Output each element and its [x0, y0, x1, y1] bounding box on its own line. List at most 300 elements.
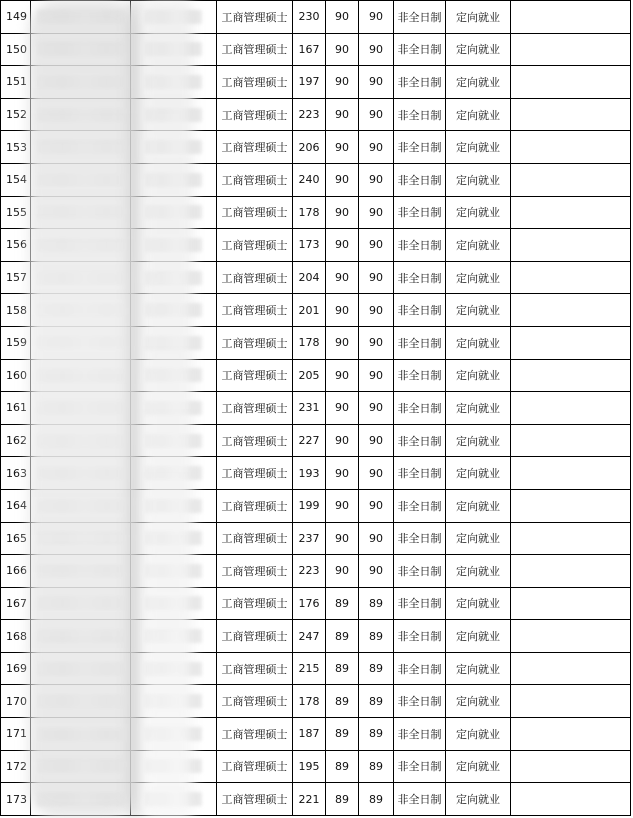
row-number-cell: 162 [1, 424, 31, 457]
score-cell: 89 [359, 587, 394, 620]
score-cell: 90 [359, 392, 394, 425]
degree-cell: 工商管理硕士 [217, 163, 293, 196]
redacted-text [37, 75, 124, 89]
study-mode-cell: 非全日制 [394, 33, 446, 66]
employment-type-cell: 定向就业 [446, 359, 511, 392]
employment-type-cell: 定向就业 [446, 522, 511, 555]
study-mode-cell: 非全日制 [394, 620, 446, 653]
redacted-text [37, 401, 124, 415]
degree-cell: 工商管理硕士 [217, 392, 293, 425]
study-mode-cell: 非全日制 [394, 66, 446, 99]
note-cell [511, 33, 631, 66]
redacted-name-cell [31, 66, 131, 99]
degree-cell: 工商管理硕士 [217, 489, 293, 522]
table-row [1, 326, 631, 359]
score-cell: 90 [326, 1, 359, 34]
redacted-id-cell [131, 196, 217, 229]
note-cell [511, 587, 631, 620]
redacted-name-cell [31, 326, 131, 359]
score-cell: 90 [326, 457, 359, 490]
row-number-cell: 154 [1, 163, 31, 196]
row-number-cell: 157 [1, 261, 31, 294]
score-cell: 90 [326, 555, 359, 588]
redacted-text [145, 596, 202, 610]
redacted-name-cell [31, 163, 131, 196]
note-cell [511, 489, 631, 522]
redacted-id-cell [131, 652, 217, 685]
total-score-cell: 167 [293, 33, 326, 66]
note-cell [511, 98, 631, 131]
row-number-cell: 150 [1, 33, 31, 66]
table-row [1, 685, 631, 718]
redacted-name-cell [31, 98, 131, 131]
employment-type-cell: 定向就业 [446, 33, 511, 66]
redacted-text [37, 173, 124, 187]
redacted-name-cell [31, 131, 131, 164]
score-cell: 90 [326, 294, 359, 327]
note-cell [511, 359, 631, 392]
redacted-text [37, 238, 124, 252]
table-row [1, 457, 631, 490]
total-score-cell: 201 [293, 294, 326, 327]
study-mode-cell: 非全日制 [394, 522, 446, 555]
table-row [1, 359, 631, 392]
redacted-text [145, 759, 202, 773]
degree-cell: 工商管理硕士 [217, 66, 293, 99]
total-score-cell: 178 [293, 196, 326, 229]
redacted-id-cell [131, 457, 217, 490]
employment-type-cell: 定向就业 [446, 326, 511, 359]
degree-cell: 工商管理硕士 [217, 261, 293, 294]
note-cell [511, 783, 631, 816]
total-score-cell: 178 [293, 685, 326, 718]
note-cell [511, 131, 631, 164]
degree-cell: 工商管理硕士 [217, 424, 293, 457]
degree-cell: 工商管理硕士 [217, 326, 293, 359]
row-number-cell: 152 [1, 98, 31, 131]
score-cell: 90 [326, 163, 359, 196]
table-row [1, 196, 631, 229]
note-cell [511, 392, 631, 425]
row-number-cell: 164 [1, 489, 31, 522]
redacted-id-cell [131, 685, 217, 718]
degree-cell: 工商管理硕士 [217, 1, 293, 34]
note-cell [511, 1, 631, 34]
employment-type-cell: 定向就业 [446, 783, 511, 816]
redacted-id-cell [131, 294, 217, 327]
study-mode-cell: 非全日制 [394, 587, 446, 620]
score-cell: 90 [326, 131, 359, 164]
employment-type-cell: 定向就业 [446, 718, 511, 751]
employment-type-cell: 定向就业 [446, 652, 511, 685]
total-score-cell: 173 [293, 229, 326, 262]
row-number-cell: 167 [1, 587, 31, 620]
total-score-cell: 206 [293, 131, 326, 164]
degree-cell: 工商管理硕士 [217, 131, 293, 164]
employment-type-cell: 定向就业 [446, 131, 511, 164]
row-number-cell: 166 [1, 555, 31, 588]
redacted-id-cell [131, 392, 217, 425]
table-row [1, 587, 631, 620]
redacted-text [145, 10, 202, 24]
redacted-text [145, 466, 202, 480]
employment-type-cell: 定向就业 [446, 163, 511, 196]
study-mode-cell: 非全日制 [394, 196, 446, 229]
redacted-text [145, 336, 202, 350]
row-number-cell: 156 [1, 229, 31, 262]
note-cell [511, 620, 631, 653]
redacted-id-cell [131, 261, 217, 294]
employment-type-cell: 定向就业 [446, 1, 511, 34]
degree-cell: 工商管理硕士 [217, 33, 293, 66]
redacted-name-cell [31, 620, 131, 653]
redacted-text [37, 140, 124, 154]
score-cell: 89 [359, 652, 394, 685]
redacted-id-cell [131, 783, 217, 816]
row-number-cell: 158 [1, 294, 31, 327]
total-score-cell: 223 [293, 555, 326, 588]
study-mode-cell: 非全日制 [394, 718, 446, 751]
redacted-text [37, 759, 124, 773]
redacted-id-cell [131, 229, 217, 262]
redacted-name-cell [31, 489, 131, 522]
score-cell: 89 [359, 685, 394, 718]
degree-cell: 工商管理硕士 [217, 457, 293, 490]
row-number-cell: 151 [1, 66, 31, 99]
table-row [1, 522, 631, 555]
score-cell: 90 [326, 196, 359, 229]
redacted-name-cell [31, 196, 131, 229]
score-cell: 90 [359, 424, 394, 457]
score-cell: 89 [359, 718, 394, 751]
row-number-cell: 155 [1, 196, 31, 229]
redacted-id-cell [131, 620, 217, 653]
employment-type-cell: 定向就业 [446, 620, 511, 653]
score-cell: 90 [326, 33, 359, 66]
table-body [1, 1, 631, 816]
note-cell [511, 652, 631, 685]
redacted-text [37, 42, 124, 56]
row-number-cell: 173 [1, 783, 31, 816]
redacted-text [145, 564, 202, 578]
redacted-id-cell [131, 587, 217, 620]
degree-cell: 工商管理硕士 [217, 718, 293, 751]
redacted-name-cell [31, 294, 131, 327]
score-cell: 89 [359, 750, 394, 783]
score-cell: 89 [326, 587, 359, 620]
study-mode-cell: 非全日制 [394, 457, 446, 490]
table-row [1, 33, 631, 66]
study-mode-cell: 非全日制 [394, 359, 446, 392]
employment-type-cell: 定向就业 [446, 685, 511, 718]
study-mode-cell: 非全日制 [394, 652, 446, 685]
note-cell [511, 326, 631, 359]
employment-type-cell: 定向就业 [446, 457, 511, 490]
redacted-text [145, 531, 202, 545]
redacted-id-cell [131, 424, 217, 457]
redacted-text [37, 531, 124, 545]
row-number-cell: 161 [1, 392, 31, 425]
table-row [1, 489, 631, 522]
redacted-text [145, 238, 202, 252]
redacted-text [145, 727, 202, 741]
redacted-name-cell [31, 33, 131, 66]
redacted-name-cell [31, 718, 131, 751]
redacted-text [37, 596, 124, 610]
redacted-text [37, 694, 124, 708]
score-cell: 90 [326, 359, 359, 392]
note-cell [511, 163, 631, 196]
score-cell: 90 [359, 489, 394, 522]
note-cell [511, 229, 631, 262]
redacted-id-cell [131, 718, 217, 751]
score-cell: 89 [326, 620, 359, 653]
total-score-cell: 227 [293, 424, 326, 457]
score-cell: 90 [326, 229, 359, 262]
table-row [1, 750, 631, 783]
study-mode-cell: 非全日制 [394, 489, 446, 522]
note-cell [511, 718, 631, 751]
score-cell: 90 [359, 163, 394, 196]
row-number-cell: 169 [1, 652, 31, 685]
employment-type-cell: 定向就业 [446, 229, 511, 262]
redacted-name-cell [31, 652, 131, 685]
redacted-id-cell [131, 326, 217, 359]
row-number-cell: 163 [1, 457, 31, 490]
total-score-cell: 230 [293, 1, 326, 34]
redacted-text [37, 205, 124, 219]
degree-cell: 工商管理硕士 [217, 359, 293, 392]
row-number-cell: 159 [1, 326, 31, 359]
redacted-id-cell [131, 359, 217, 392]
score-cell: 89 [359, 783, 394, 816]
row-number-cell: 165 [1, 522, 31, 555]
redacted-text [145, 694, 202, 708]
score-cell: 89 [326, 685, 359, 718]
total-score-cell: 187 [293, 718, 326, 751]
note-cell [511, 457, 631, 490]
study-mode-cell: 非全日制 [394, 424, 446, 457]
note-cell [511, 555, 631, 588]
redacted-name-cell [31, 587, 131, 620]
redacted-text [37, 108, 124, 122]
study-mode-cell: 非全日制 [394, 229, 446, 262]
total-score-cell: 195 [293, 750, 326, 783]
score-cell: 90 [359, 33, 394, 66]
redacted-text [145, 499, 202, 513]
note-cell [511, 196, 631, 229]
redacted-text [37, 792, 124, 806]
score-cell: 90 [326, 98, 359, 131]
total-score-cell: 247 [293, 620, 326, 653]
redacted-text [145, 401, 202, 415]
redacted-text [37, 368, 124, 382]
redacted-id-cell [131, 163, 217, 196]
total-score-cell: 215 [293, 652, 326, 685]
total-score-cell: 199 [293, 489, 326, 522]
note-cell [511, 424, 631, 457]
note-cell [511, 261, 631, 294]
score-cell: 90 [326, 424, 359, 457]
study-mode-cell: 非全日制 [394, 1, 446, 34]
study-mode-cell: 非全日制 [394, 131, 446, 164]
redacted-id-cell [131, 750, 217, 783]
employment-type-cell: 定向就业 [446, 555, 511, 588]
degree-cell: 工商管理硕士 [217, 587, 293, 620]
employment-type-cell: 定向就业 [446, 587, 511, 620]
table-row [1, 229, 631, 262]
total-score-cell: 204 [293, 261, 326, 294]
total-score-cell: 231 [293, 392, 326, 425]
total-score-cell: 221 [293, 783, 326, 816]
redacted-id-cell [131, 555, 217, 588]
score-cell: 89 [326, 750, 359, 783]
table-row [1, 163, 631, 196]
study-mode-cell: 非全日制 [394, 261, 446, 294]
table-row [1, 652, 631, 685]
redacted-name-cell [31, 359, 131, 392]
score-cell: 90 [359, 261, 394, 294]
redacted-text [37, 10, 124, 24]
redacted-name-cell [31, 392, 131, 425]
score-cell: 90 [359, 229, 394, 262]
redacted-name-cell [31, 1, 131, 34]
redacted-text [145, 42, 202, 56]
degree-cell: 工商管理硕士 [217, 522, 293, 555]
degree-cell: 工商管理硕士 [217, 229, 293, 262]
employment-type-cell: 定向就业 [446, 98, 511, 131]
redacted-id-cell [131, 33, 217, 66]
redacted-text [145, 792, 202, 806]
degree-cell: 工商管理硕士 [217, 555, 293, 588]
table-row [1, 294, 631, 327]
table-row [1, 131, 631, 164]
score-cell: 90 [359, 196, 394, 229]
degree-cell: 工商管理硕士 [217, 294, 293, 327]
score-cell: 90 [359, 522, 394, 555]
employment-type-cell: 定向就业 [446, 392, 511, 425]
redacted-text [37, 336, 124, 350]
table-row [1, 718, 631, 751]
study-mode-cell: 非全日制 [394, 783, 446, 816]
redacted-text [37, 564, 124, 578]
row-number-cell: 153 [1, 131, 31, 164]
redacted-text [145, 271, 202, 285]
employment-type-cell: 定向就业 [446, 489, 511, 522]
score-cell: 90 [326, 261, 359, 294]
redacted-text [37, 271, 124, 285]
note-cell [511, 522, 631, 555]
total-score-cell: 193 [293, 457, 326, 490]
redacted-id-cell [131, 131, 217, 164]
redacted-id-cell [131, 66, 217, 99]
redacted-text [145, 205, 202, 219]
redacted-id-cell [131, 489, 217, 522]
redacted-text [145, 140, 202, 154]
score-cell: 90 [359, 98, 394, 131]
redacted-text [37, 629, 124, 643]
total-score-cell: 205 [293, 359, 326, 392]
row-number-cell: 172 [1, 750, 31, 783]
score-cell: 90 [359, 131, 394, 164]
score-cell: 89 [326, 718, 359, 751]
redacted-text [145, 662, 202, 676]
employment-type-cell: 定向就业 [446, 750, 511, 783]
study-mode-cell: 非全日制 [394, 392, 446, 425]
redacted-id-cell [131, 522, 217, 555]
redacted-text [37, 434, 124, 448]
redacted-name-cell [31, 229, 131, 262]
redacted-id-cell [131, 98, 217, 131]
redacted-text [37, 499, 124, 513]
redacted-text [37, 662, 124, 676]
table-row [1, 620, 631, 653]
employment-type-cell: 定向就业 [446, 424, 511, 457]
table-row [1, 261, 631, 294]
redacted-text [145, 173, 202, 187]
score-cell: 90 [326, 326, 359, 359]
redacted-text [145, 303, 202, 317]
row-number-cell: 170 [1, 685, 31, 718]
row-number-cell: 149 [1, 1, 31, 34]
score-cell: 89 [359, 620, 394, 653]
score-cell: 90 [359, 66, 394, 99]
row-number-cell: 168 [1, 620, 31, 653]
degree-cell: 工商管理硕士 [217, 783, 293, 816]
employment-type-cell: 定向就业 [446, 294, 511, 327]
study-mode-cell: 非全日制 [394, 750, 446, 783]
score-cell: 90 [359, 457, 394, 490]
table-row [1, 66, 631, 99]
total-score-cell: 197 [293, 66, 326, 99]
redacted-text [37, 303, 124, 317]
score-cell: 90 [359, 294, 394, 327]
table-row [1, 98, 631, 131]
redacted-text [145, 108, 202, 122]
study-mode-cell: 非全日制 [394, 294, 446, 327]
table-row [1, 783, 631, 816]
redacted-name-cell [31, 261, 131, 294]
redacted-id-cell [131, 1, 217, 34]
study-mode-cell: 非全日制 [394, 163, 446, 196]
table-row [1, 424, 631, 457]
study-mode-cell: 非全日制 [394, 98, 446, 131]
score-cell: 89 [326, 652, 359, 685]
redacted-name-cell [31, 783, 131, 816]
table-row [1, 555, 631, 588]
note-cell [511, 750, 631, 783]
degree-cell: 工商管理硕士 [217, 620, 293, 653]
note-cell [511, 685, 631, 718]
score-cell: 90 [359, 555, 394, 588]
total-score-cell: 223 [293, 98, 326, 131]
score-cell: 89 [326, 783, 359, 816]
score-cell: 90 [326, 392, 359, 425]
total-score-cell: 176 [293, 587, 326, 620]
degree-cell: 工商管理硕士 [217, 98, 293, 131]
redacted-text [37, 727, 124, 741]
total-score-cell: 240 [293, 163, 326, 196]
employment-type-cell: 定向就业 [446, 66, 511, 99]
redacted-name-cell [31, 750, 131, 783]
redacted-text [37, 466, 124, 480]
redacted-text [145, 434, 202, 448]
redacted-name-cell [31, 424, 131, 457]
redacted-text [145, 75, 202, 89]
total-score-cell: 237 [293, 522, 326, 555]
redacted-text [145, 629, 202, 643]
study-mode-cell: 非全日制 [394, 326, 446, 359]
